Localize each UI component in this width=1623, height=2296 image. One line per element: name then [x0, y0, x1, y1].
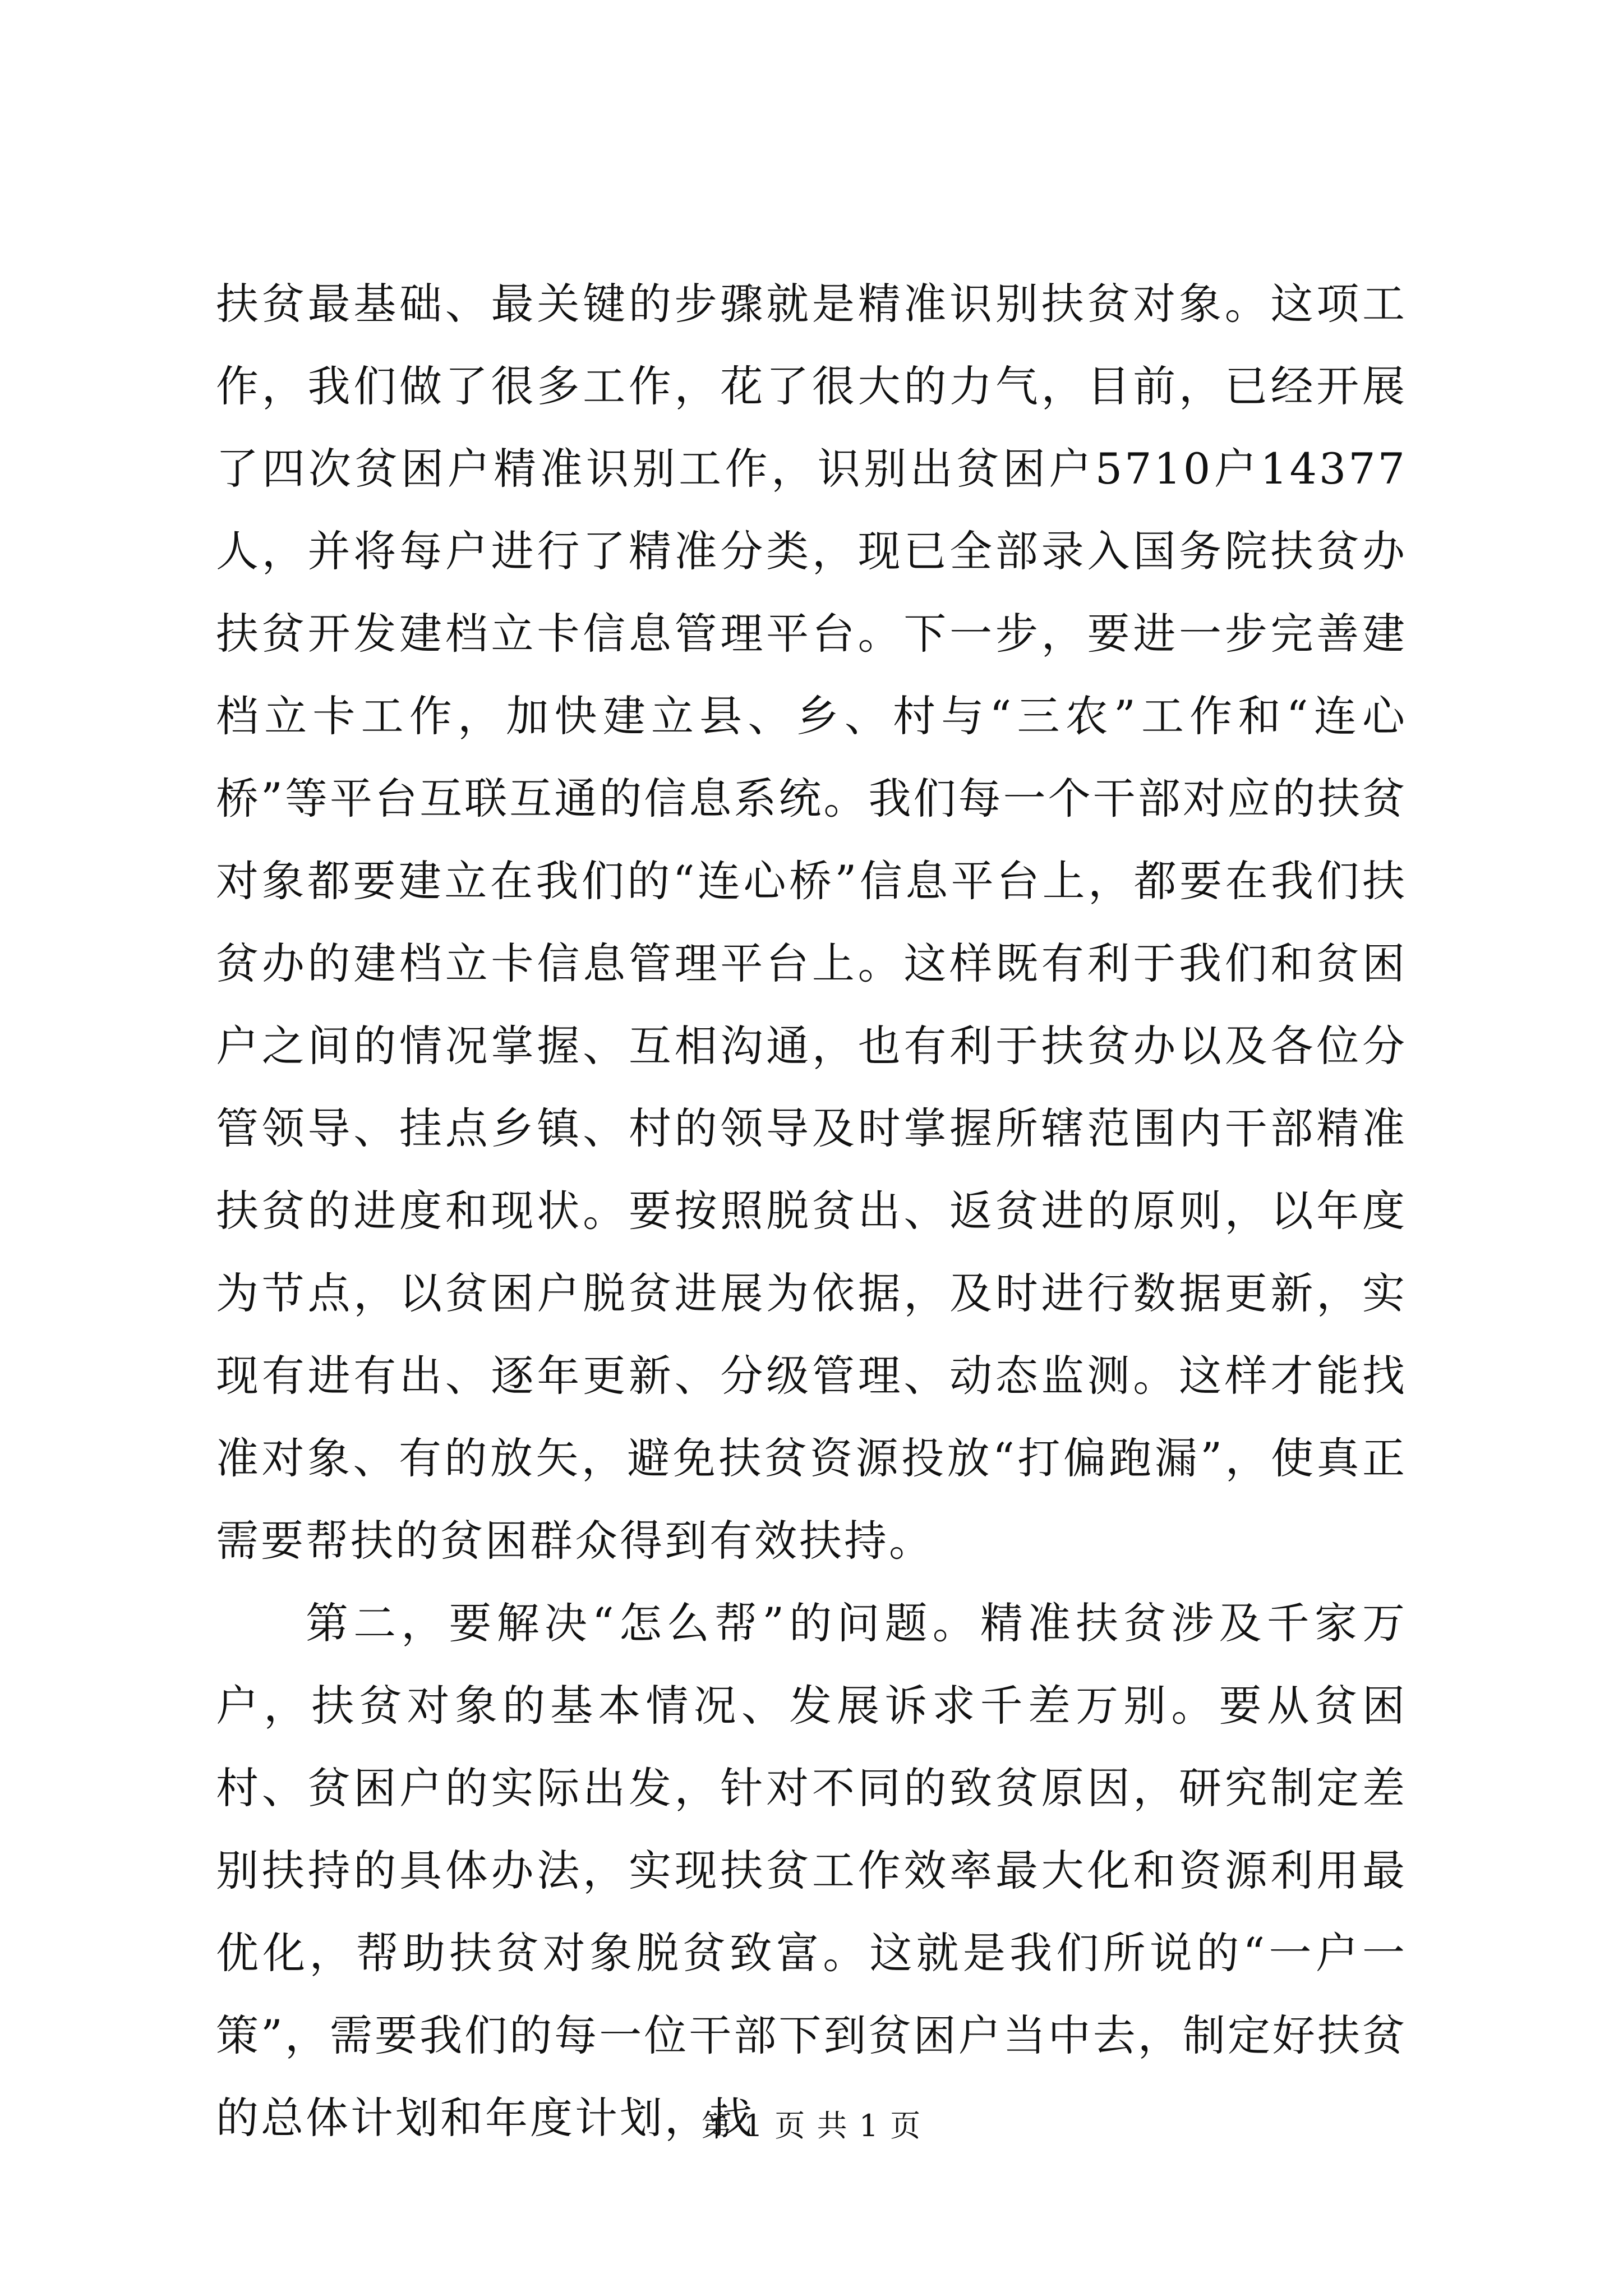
page-footer: 第 1 页 共 1 页	[701, 2108, 922, 2143]
paragraph-2: 第二，要解决“怎么帮”的问题。精准扶贫涉及千家万户，扶贫对象的基本情况、发展诉求千差万别。要从贫困村、贫困户的实际出发，针对不同的致贫原因，研究制定差别扶持的具体办法，实现扶贫工作效率最大化和资源利用最优化，帮助扶贫对象脱贫致富。这就是我们所说的“一户一策”，需要我们的每一位干部下到贫困户当中去，制定好扶贫的总体计划和年度计划，找	[216, 1598, 1407, 2143]
paragraph-1: 扶贫最基础、最关键的步骤就是精准识别扶贫对象。这项工作，我们做了很多工作，花了很大的力气，目前，已经开展了四次贫困户精准识别工作，识别出贫困户5710户14377人，并将每户进行了精准分类，现已全部录入国务院扶贫办扶贫开发建档立卡信息管理平台。下一步，要进一步完善建档立卡工作，加快建立县、乡、村与“三农”工作和“连心桥”等平台互联互通的信息系统。我们每一个干部对应的扶贫对象都要建立在我们的“连心桥”信息平台上，都要在我们扶贫办的建档立卡信息管理平台上。这样既有利于我们和贫困户之间的情况掌握、互相沟通，也有利于扶贫办以及各位分管领导、挂点乡镇、村的领导及时掌握所辖范围内干部精准扶贫的进度和现状。要按照脱贫出、返贫进的原则，以年度为节点，以贫困户脱贫进展为依据，及时进行数据更新，实现有进有出、逐年更新、分级管理、动态监测。这样才能找准对象、有的放矢，避免扶贫资源投放“打偏跑漏”，使真正需要帮扶的贫困群众得到有效扶持。	[216, 279, 1407, 1566]
